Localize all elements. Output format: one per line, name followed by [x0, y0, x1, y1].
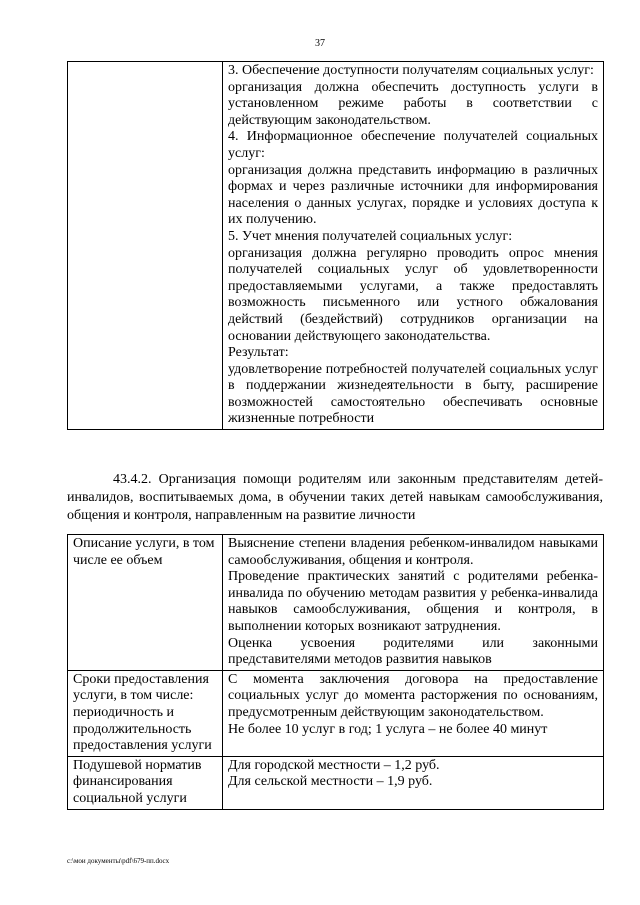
table-row: [68, 535, 604, 671]
row-label: Подушевой норматив финансирования социальной услуги: [68, 756, 223, 809]
table-row: [68, 62, 604, 430]
paragraph: Не более 10 услуг в год; 1 услуга – не более 40 минут: [228, 721, 548, 737]
paragraph: Оценка усвоения родителями или законными представителями методов развития навыков: [228, 635, 598, 668]
page-number: 37: [315, 38, 325, 49]
paragraph: Выяснение степени владения ребенком-инвалидом навыками самообслуживания, общения и контроля.: [228, 536, 598, 568]
paragraph: 3. Обеспечение доступности получателям социальных услуг:: [228, 63, 594, 78]
paragraph: организация должна регулярно проводить опрос мнения получателей социальных услуг об удовлетворенности предоставляемыми услугами, а также предоставлять возможность письменного или устного обжалования действий (бездействий) сотрудников организации на основании действующего законодательства.: [228, 245, 598, 344]
row-content: [223, 670, 604, 756]
services-table-continued: [67, 61, 604, 430]
row-label: Сроки предоставления услуги, в том числе: периодичность и продолжительность предоставления услуги: [68, 670, 223, 756]
paragraph: Проведение практических занятий с родителями ребенка-инвалида по обучению методам развития у ребенка-инвалида навыков самообслуживания, общения и контроля, в выполнении которых возникают затруднения.: [228, 569, 598, 634]
file-path-footer: c:\мои документы\pdf\679-пп.docx: [67, 857, 170, 865]
row-label: Описание услуги, в том числе ее объем: [68, 535, 223, 671]
service-description-table: [67, 534, 604, 810]
paragraph: Для сельской местности – 1,9 руб.: [228, 774, 433, 790]
paragraph: Результат:: [228, 345, 289, 361]
paragraph: организация должна представить информацию в различных формах и через различные источники для информирования населения о данных услугах, порядке и условиях доступа к их получению.: [228, 162, 598, 228]
left-cell-empty: [68, 62, 223, 430]
row-content: [223, 535, 604, 671]
table-row: [68, 756, 604, 809]
paragraph: удовлетворение потребностей получателей социальных услуг в поддержании жизнедеятельности в быту, расширение возможностей самостоятельно обеспечивать основные жизненные потребности: [228, 361, 598, 427]
row-content: [223, 756, 604, 809]
table-row: [68, 670, 604, 756]
paragraph: 4. Информационное обеспечение получателей социальных услуг:: [228, 129, 598, 161]
section-heading: 43.4.2. Организация помощи родителям или законным представителям детей-инвалидов, воспитываемых дома, в обучении таких детей навыкам самообслуживания, общения и контроля, направленным на развитие личности: [67, 472, 603, 523]
paragraph: Для городской местности – 1,2 руб.: [228, 757, 440, 773]
paragraph: организация должна обеспечить доступность услуги в установленном режиме работы в соответствии с действующим законодательством.: [228, 79, 598, 128]
right-cell: [223, 62, 604, 430]
paragraph: С момента заключения договора на предоставление социальных услуг до момента расторжения по основаниям, предусмотренным действующим законодательством.: [228, 671, 598, 720]
paragraph: 5. Учет мнения получателей социальных услуг:: [228, 228, 513, 244]
